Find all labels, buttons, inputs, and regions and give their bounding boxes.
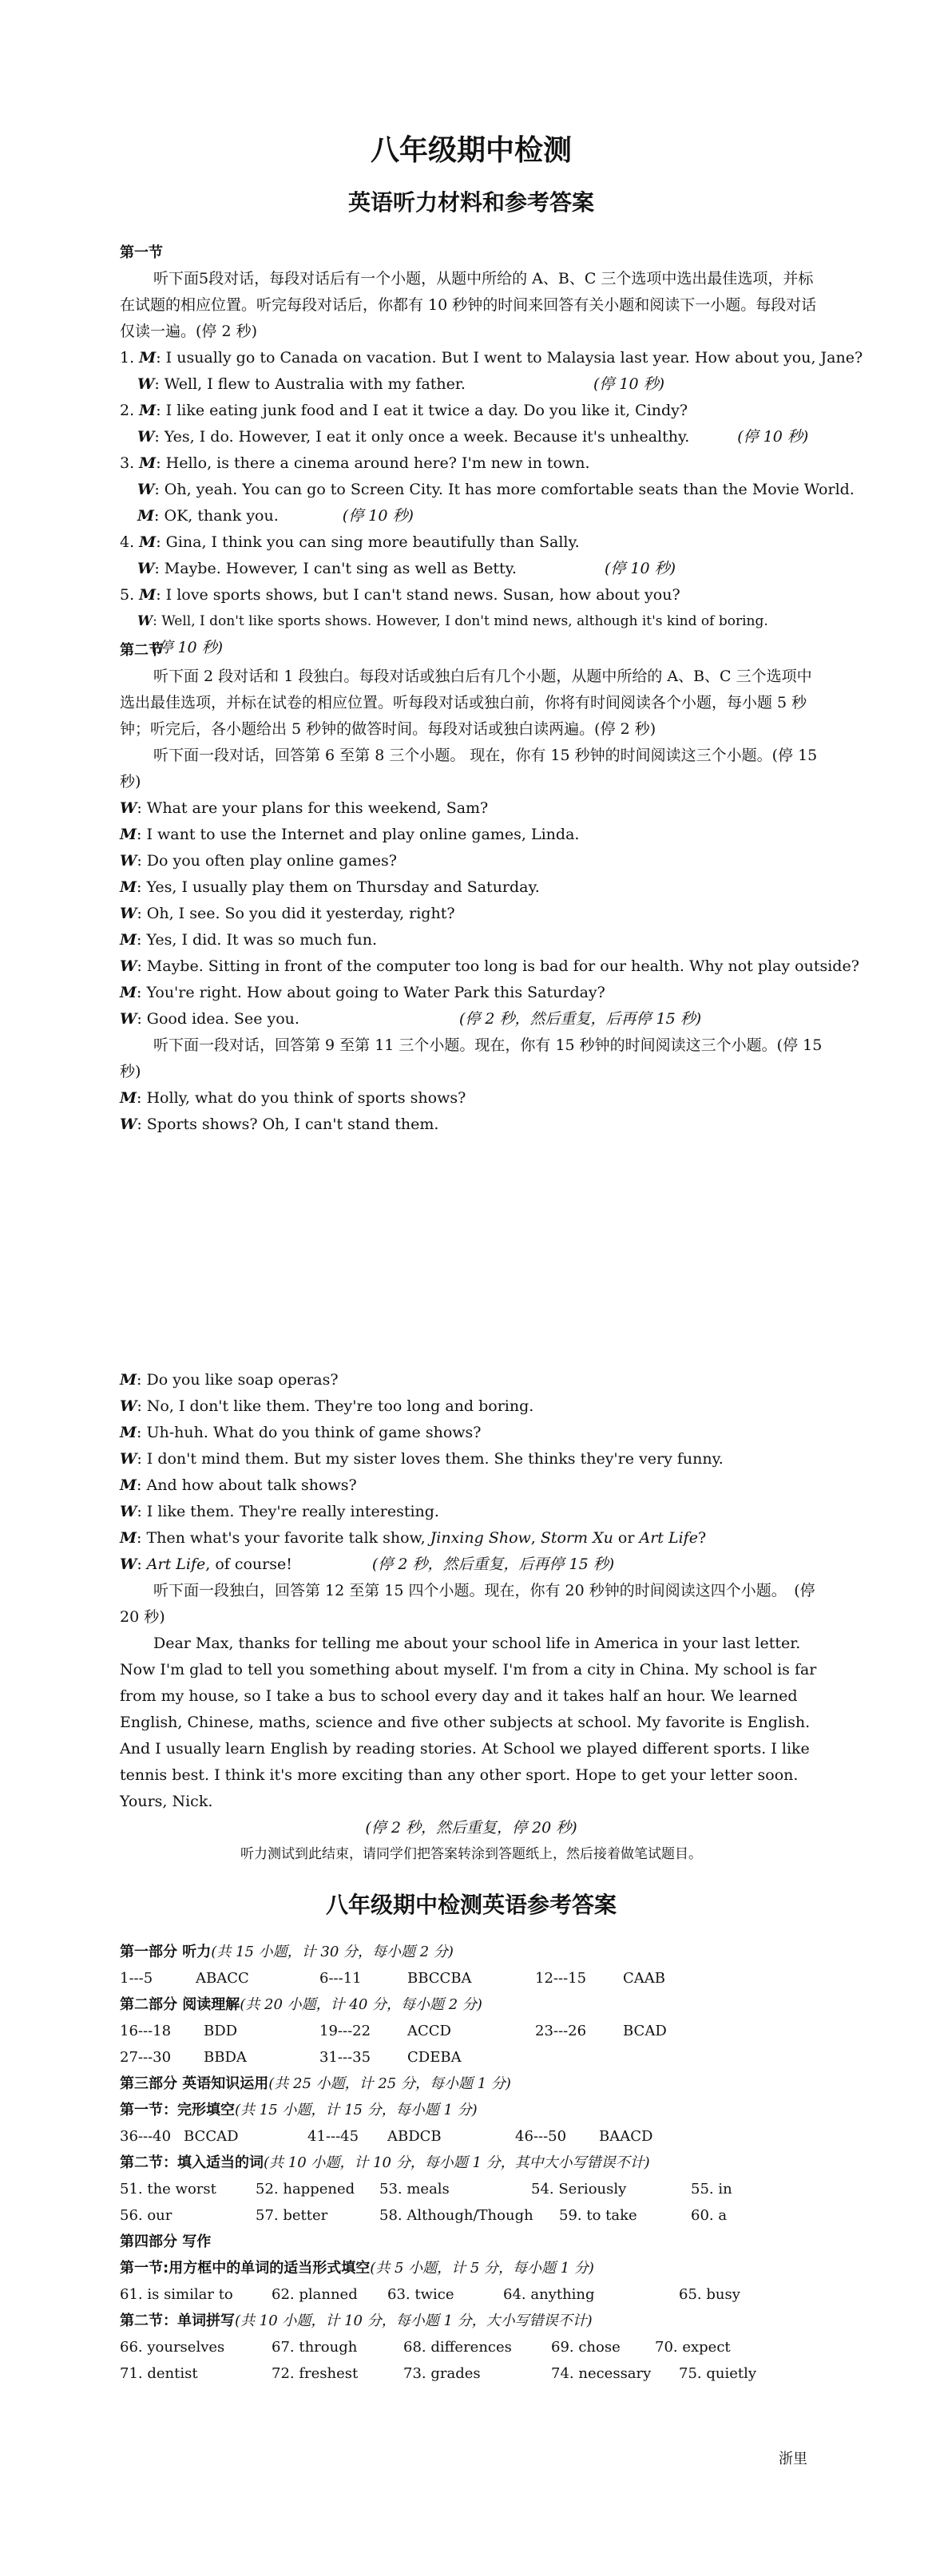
fill-heading: 第二节：填入适当的词 (共 10 小题，计 10 分，每小题 1 分，其中大小写错误不计) xyxy=(120,2154,650,2171)
answer-key xyxy=(120,1939,823,2387)
dialog-line: 3. M: Hello, is there a cinema around here? I'm new in town. xyxy=(120,454,590,472)
answer-row: 51. the worst 52. happened 53. meals 54. Seriously 55. in xyxy=(120,2181,732,2198)
page-title: 八年级期中检测 xyxy=(370,134,572,167)
monologue-pause: (停 2 秒，然后重复，停 20 秒) xyxy=(365,1819,577,1837)
dialog-line: W: Maybe. Sitting in front of the computer too long is bad for our health. Why not play outside? xyxy=(120,957,859,975)
dialog-line: W: I don't mind them. But my sister loves them. She thinks they're very funny. xyxy=(120,1450,724,1468)
answer-row: 66. yourselves 67. through 68. differences 69. chose 70. expect xyxy=(120,2339,731,2356)
dialog-line: W: Maybe. However, I can't sing as well as Betty. (停 10 秒) xyxy=(137,560,676,577)
dialog-line: W: Oh, yeah. You can go to Screen City. It has more comfortable seats than the Movie World. xyxy=(137,481,855,498)
dialog-line: W: Well, I don't like sports shows. However, I don't mind news, although it's kind of boring. xyxy=(137,613,768,629)
dialog-line: M: Holly, what do you think of sports shows? xyxy=(120,1089,466,1107)
p4s2-heading: 第二节：单词拼写 (共 10 小题，计 10 分，每小题 1 分，大小写错误不计) xyxy=(120,2312,593,2329)
section-2-heading: 第二节 xyxy=(120,642,163,659)
cloze-heading: 第一节：完形填空 (共 15 小题，计 15 分，每小题 1 分) xyxy=(120,2102,478,2118)
answer-row: 36---40 BCCAD 41---45 ABDCB 46---50 BAACD xyxy=(120,2128,653,2145)
answer-row: 56. our 57. better 58. Although/Though 59. to take 60. a xyxy=(120,2207,728,2224)
page-subtitle: 英语听力材料和参考答案 xyxy=(347,189,594,216)
dialog-line: M: Yes, I did. It was so much fun. xyxy=(120,931,377,949)
dialog-line: W: No, I don't like them. They're too long and boring. xyxy=(120,1397,534,1415)
dialog-line: 1. M: I usually go to Canada on vacation. But I went to Malaysia last year. How about you, Jane? xyxy=(120,349,863,367)
answer-row: 71. dentist 72. freshest 73. grades 74. necessary 75. quietly xyxy=(120,2365,757,2382)
dialog-line: M: Yes, I usually play them on Thursday and Saturday. xyxy=(120,878,540,896)
dialog-line: M: Then what's your favorite talk show, Jinxing Show, Storm Xu or Art Life? xyxy=(120,1529,707,1547)
dialog-line: 4. M: Gina, I think you can sing more beautifully than Sally. xyxy=(120,533,580,551)
dialog-2-intro: 听下面一段对话，回答第 9 至第 11 三个小题。现在，你有 15 秒钟的时间阅读这三个小题。(停 15 秒) xyxy=(120,1036,823,1080)
answer-row: 16---18 BDD 19---22 ACCD 23---26 BCAD xyxy=(120,2023,667,2039)
dialog-2-start xyxy=(120,1085,823,1138)
dialog-line: M: Do you like soap operas? xyxy=(120,1371,339,1389)
dialog-line: W: Yes, I do. However, I eat it only once a week. Because it's unhealthy. (停 10 秒) xyxy=(137,428,809,446)
dialog-1 xyxy=(120,795,859,1032)
listening-end-note: 听力测试到此结束，请同学们把答案转涂到答题纸上，然后接着做笔试题目。 xyxy=(240,1846,702,1862)
dialog-line: W: Sports shows? Oh, I can't stand them. xyxy=(120,1116,439,1133)
section-1 xyxy=(120,240,863,661)
dialog-1-intro: 听下面一段对话，回答第 6 至第 8 三个小题。 现在，你有 15 秒钟的时间阅读这三个小题。(停 15 秒) xyxy=(120,747,818,791)
dialog-line: M: You're right. How about going to Water Park this Saturday? xyxy=(120,984,605,1001)
monologue-intro: 听下面一段独白，回答第 12 至第 15 四个小题。现在，你有 20 秒钟的时间阅读这四个小题。 (停 20 秒) xyxy=(120,1582,815,1626)
dialog-2-continued xyxy=(120,1367,823,1868)
section-1-heading: 第一节 xyxy=(120,244,163,261)
dialog-line: M: And how about talk shows? xyxy=(120,1476,357,1494)
dialog-line: 5. M: I love sports shows, but I can't stand news. Susan, how about you? xyxy=(120,586,680,604)
answer-row: 27---30 BBDA 31---35 CDEBA xyxy=(120,2049,462,2066)
dialog-line: W: Oh, I see. So you did it yesterday, right? xyxy=(120,905,455,922)
answer-row: 61. is similar to 62. planned 63. twice 64. anything 65. busy xyxy=(120,2286,740,2303)
part3-heading: 第三部分 英语知识运用 (共 25 小题，计 25 分，每小题 1 分) xyxy=(120,2075,511,2092)
dialog-line: M: I want to use the Internet and play online games, Linda. xyxy=(120,826,580,843)
dialog-line: W: Do you often play online games? xyxy=(120,852,397,870)
dialog-line: M: Uh-huh. What do you think of game shows? xyxy=(120,1424,482,1441)
dialog-pause: (停 10 秒) xyxy=(152,639,224,656)
section-2 xyxy=(120,637,859,1138)
answers-title: 八年级期中检测英语参考答案 xyxy=(325,1892,617,1918)
part4-heading: 第四部分 写作 xyxy=(120,2233,212,2250)
dialog-line: W: Well, I flew to Australia with my father. (停 10 秒) xyxy=(137,375,665,393)
dialog-line: W: Art Life, of course! (停 2 秒，然后重复，后再停 15 秒) xyxy=(120,1556,615,1573)
section-1-instruction: 听下面5段对话，每段对话后有一个小题，从题中所给的 A、B、C 三个选项中选出最佳选项，并标在试题的相应位置。听完每段对话后，你都有 10 秒钟的时间来回答有关小题和阅读下一小题。每段对话仅读一遍。(停 2 秒) xyxy=(120,270,817,340)
p4s1-heading: 第一节:用方框中的单词的适当形式填空 (共 5 小题，计 5 分，每小题 1 分) xyxy=(120,2260,594,2277)
part1-heading: 第一部分 听力 (共 15 小题，计 30 分，每小题 2 分) xyxy=(120,1944,454,1960)
dialog-line: 2. M: I like eating junk food and I eat it twice a day. Do you like it, Cindy? xyxy=(120,402,688,419)
dialog-line: W: I like them. They're really interesting. xyxy=(120,1503,439,1520)
part2-heading: 第二部分 阅读理解 (共 20 小题，计 40 分，每小题 2 分) xyxy=(120,1996,482,2013)
footer-watermark: 浙里 xyxy=(779,2451,807,2467)
dialog-line: W: Good idea. See you. (停 2 秒，然后重复，后再停 15 秒) xyxy=(120,1010,702,1028)
answer-row: 1---5 ABACC 6---11 BBCCBA 12---15 CAAB xyxy=(120,1970,665,1987)
dialog-line: M: OK, thank you. (停 10 秒) xyxy=(137,507,414,525)
dialog-line: W: What are your plans for this weekend, Sam? xyxy=(120,799,489,817)
monologue-text: Dear Max, thanks for telling me about your school life in America in your last letter. Now I'm glad to tell you something about myself. I'm from a city in China. My school is far from my house, so I take a bus to school every day and it takes half an hour. We learned English, Chinese, maths, science and five other subjects at school. My favorite is English. And I usually learn English by reading stories. At School we played different sports. I like tennis best. I think it's more exciting than any other sport. Hope to get your letter soon. Yours, Nick. xyxy=(120,1635,817,1810)
section-1-dialogs xyxy=(120,345,863,661)
section-2-instruction: 听下面 2 段对话和 1 段独白。每段对话或独白后有几个小题，从题中所给的 A、B、C 三个选项中选出最佳选项，并标在试卷的相应位置。听每段对话或独白前，你将有时间阅读各个小题，每小题 5 秒钟；听完后，各小题给出 5 秒钟的做答时间。每段对话或独白读两遍。(停 2 秒) xyxy=(120,668,812,738)
